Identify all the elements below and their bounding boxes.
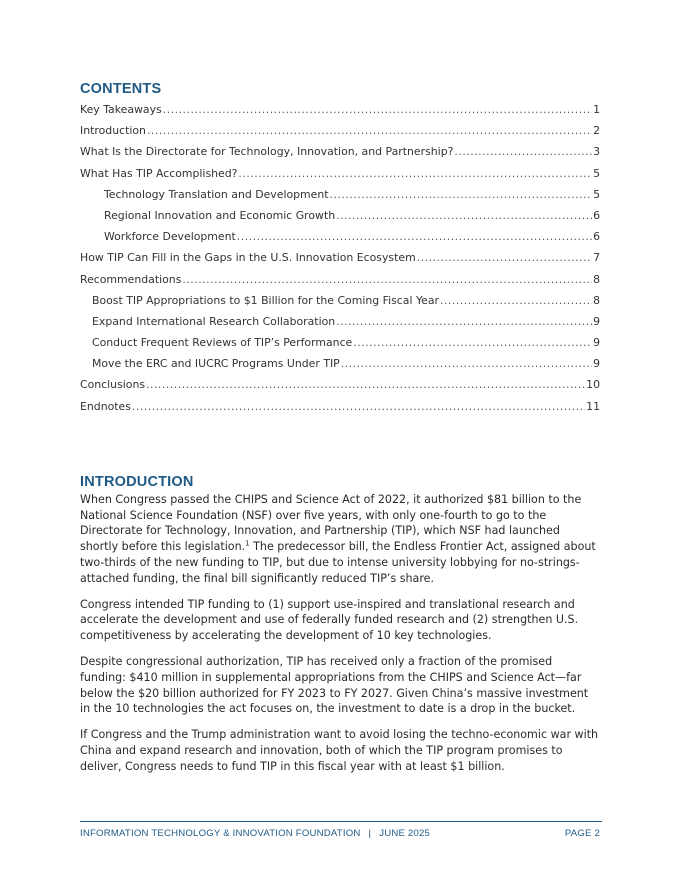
footer-date: JUNE 2025 [379,828,431,839]
toc-leader-dots [417,247,592,268]
introduction-heading: INTRODUCTION [80,473,194,490]
toc-leader-dots [238,163,592,184]
footer-separator: | [368,828,372,839]
toc-item-page: 2 [593,124,600,138]
toc-item-page: 9 [593,336,600,350]
intro-paragraph-1-text-cont: The predecessor bill, the Endless Frontier Act, assigned about two-thirds of the new funding to TIP, but due to intense university lobbying for no-strings-attached funding, the final bill significantly reduced TIP’s share. [80,540,596,585]
toc-item-page: 1 [593,103,600,116]
toc-item-title: Workforce Development [104,230,236,244]
table-of-contents [80,99,600,417]
contents-heading: CONTENTS [80,81,162,97]
toc-item-title: What Has TIP Accomplished? [80,166,238,180]
endnote-ref-1[interactable]: 1 [245,539,250,548]
toc-item-international-collaboration[interactable] [80,311,600,332]
toc-item-page: 6 [593,230,600,244]
toc-leader-dots [440,290,592,311]
toc-leader-dots [454,141,592,162]
toc-leader-dots [330,184,593,205]
toc-item-regional-innovation[interactable] [80,205,600,226]
footer-organization: INFORMATION TECHNOLOGY & INNOVATION FOUNDATION [80,828,361,839]
toc-item-title: Introduction [80,124,146,138]
intro-paragraph-1 [80,492,600,587]
intro-paragraph-1-text: When Congress passed the CHIPS and Science Act of 2022, it authorized $81 billion to the National Science Foundation (NSF) over five years, with only one-fourth to go to the Directorate for Technology, Innovation, and Partnership (TIP), which NSF had launched shortly before this legislation. [80,492,582,554]
toc-item-title: Technology Translation and Development [104,187,329,201]
footer-page-number: PAGE 2 [564,828,600,839]
toc-item-title: How TIP Can Fill in the Gaps in the U.S. Innovation Ecosystem [80,251,416,265]
document-page [80,80,600,785]
toc-item-what-is-directorate[interactable] [80,141,600,162]
toc-item-frequent-reviews[interactable] [80,332,600,353]
toc-leader-dots [237,226,592,247]
toc-item-endnotes[interactable] [80,396,600,417]
toc-leader-dots [336,311,592,332]
toc-item-technology-translation[interactable] [80,184,600,205]
toc-item-title: Conclusions [80,378,146,392]
footer-divider [80,821,602,822]
toc-leader-dots [163,99,592,120]
toc-item-page: 9 [593,314,600,328]
toc-item-title: Recommendations [80,272,182,286]
toc-leader-dots [147,120,592,141]
toc-item-move-erc-iucrc[interactable] [80,353,600,374]
intro-paragraph-4: If Congress and the Trump administration want to avoid losing the techno-economic war with China and expand research and innovation, both of which the TIP program promises to deliver, Congress needs to fund TIP in this fiscal year with at least $1 billion. [80,728,599,773]
toc-item-title: Regional Innovation and Economic Growth [104,208,336,222]
toc-item-page: 3 [593,145,600,159]
toc-item-page: 10 [586,378,600,392]
toc-item-title: Move the ERC and IUCRC Programs Under TIP [92,357,340,371]
toc-leader-dots [341,353,592,374]
page-footer [80,828,600,839]
toc-leader-dots [132,396,585,417]
toc-item-page: 8 [593,272,600,286]
toc-item-page: 5 [593,187,600,201]
toc-item-boost-appropriations[interactable] [80,290,600,311]
toc-item-what-has-tip-accomplished[interactable] [80,163,600,184]
toc-item-title: Endnotes [80,399,131,413]
toc-leader-dots [336,205,592,226]
toc-item-key-takeaways[interactable] [80,99,600,120]
intro-paragraph-2: Congress intended TIP funding to (1) support use-inspired and translational research and accelerate the development and use of federally funded research and (2) strengthen U.S. competitiveness by accelerating the development of 10 key technologies. [80,597,579,643]
toc-item-title: Conduct Frequent Reviews of TIP’s Performance [92,336,353,350]
toc-item-fill-gaps[interactable] [80,247,600,268]
toc-item-page: 5 [593,166,600,180]
toc-item-title: Boost TIP Appropriations to $1 Billion for the Coming Fiscal Year [92,293,440,307]
toc-leader-dots [146,374,585,395]
intro-paragraph-3: Despite congressional authorization, TIP has received only a fraction of the promised funding: $410 million in supplemental appropriations from the CHIPS and Science Act—far below the $20 billion authorized for FY 2023 to FY 2027. Given China’s massive investment in the 10 technologies the act focuses on, the investment to date is a drop in the bucket. [80,654,589,716]
toc-item-conclusions[interactable] [80,374,600,395]
toc-item-page: 6 [593,208,600,222]
toc-item-page: 9 [593,357,600,371]
toc-item-title: Key Takeaways [80,103,162,116]
toc-item-page: 11 [586,399,600,413]
toc-item-workforce-development[interactable] [80,226,600,247]
toc-item-title: What Is the Directorate for Technology, Innovation, and Partnership? [80,145,454,159]
toc-leader-dots [353,332,592,353]
toc-item-introduction[interactable] [80,120,600,141]
toc-item-title: Expand International Research Collaboration [92,314,336,328]
toc-leader-dots [182,269,592,290]
toc-item-page: 7 [593,251,600,265]
footer-left [80,828,430,839]
toc-item-page: 8 [593,293,600,307]
toc-item-recommendations[interactable] [80,269,600,290]
